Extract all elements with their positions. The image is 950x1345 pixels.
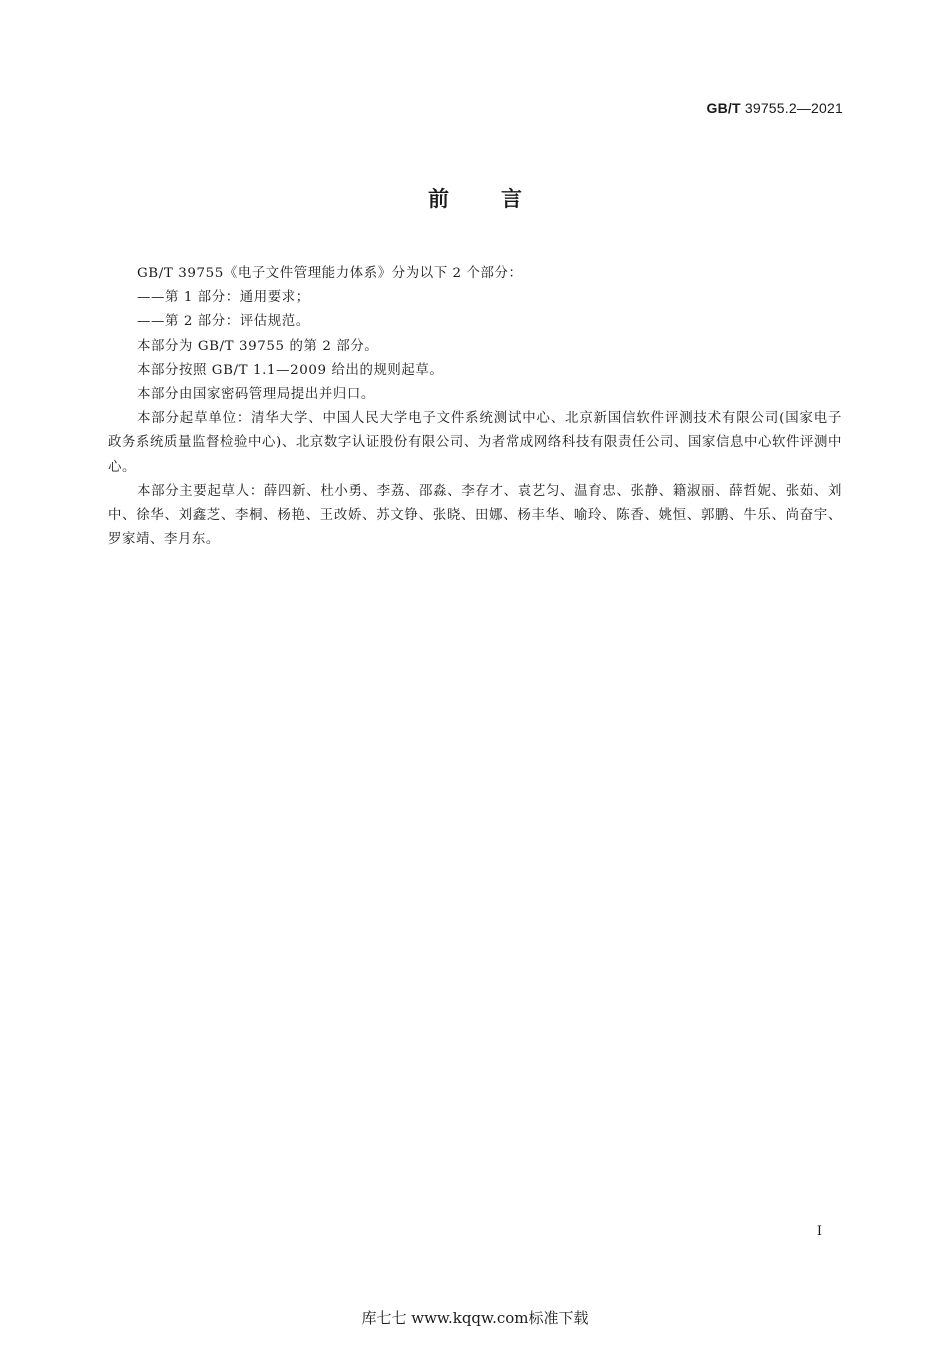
standard-code: 39755.2—2021 — [744, 100, 843, 116]
paragraph: 本部分起草单位：清华大学、中国人民大学电子文件系统测试中心、北京新国信软件评测技术有限公司(国家电子政务系统质量监督检验中心)、北京数字认证股份有限公司、为者常成网络科技有限责任公司、国家信息中心软件评测中心。 — [108, 411, 842, 475]
standard-prefix: GB/T — [706, 100, 741, 116]
page-number: I — [816, 1224, 822, 1239]
paragraph: ——第 2 部分：评估规范。 — [137, 314, 310, 330]
foreword-body — [108, 262, 842, 552]
paragraph: 本部分主要起草人：薛四新、杜小勇、李荔、邵淼、李存才、袁艺匀、温育忠、张静、籍淑丽、薛哲妮、张茹、刘中、徐华、刘鑫芝、李桐、杨艳、王改娇、苏文铮、张晓、田娜、杨丰华、喻玲、陈香、姚恒、郭鹏、牛乐、尚奋宇、罗家靖、李月东。 — [108, 483, 842, 548]
paragraph: ——第 1 部分：通用要求； — [137, 290, 310, 306]
paragraph: 本部分为 GB/T 39755 的第 2 部分。 — [137, 338, 379, 354]
standard-number — [707, 100, 844, 116]
paragraph: GB/T 39755《电子文件管理能力体系》分为以下 2 个部分： — [137, 266, 523, 281]
paragraph: 本部分按照 GB/T 1.1—2009 给出的规则起草。 — [137, 362, 444, 378]
page-title: 前言 — [428, 187, 574, 211]
paragraph: 本部分由国家密码管理局提出并归口。 — [137, 387, 375, 403]
footer-watermark: 库七七 www.kqqw.com标准下载 — [361, 1309, 589, 1327]
